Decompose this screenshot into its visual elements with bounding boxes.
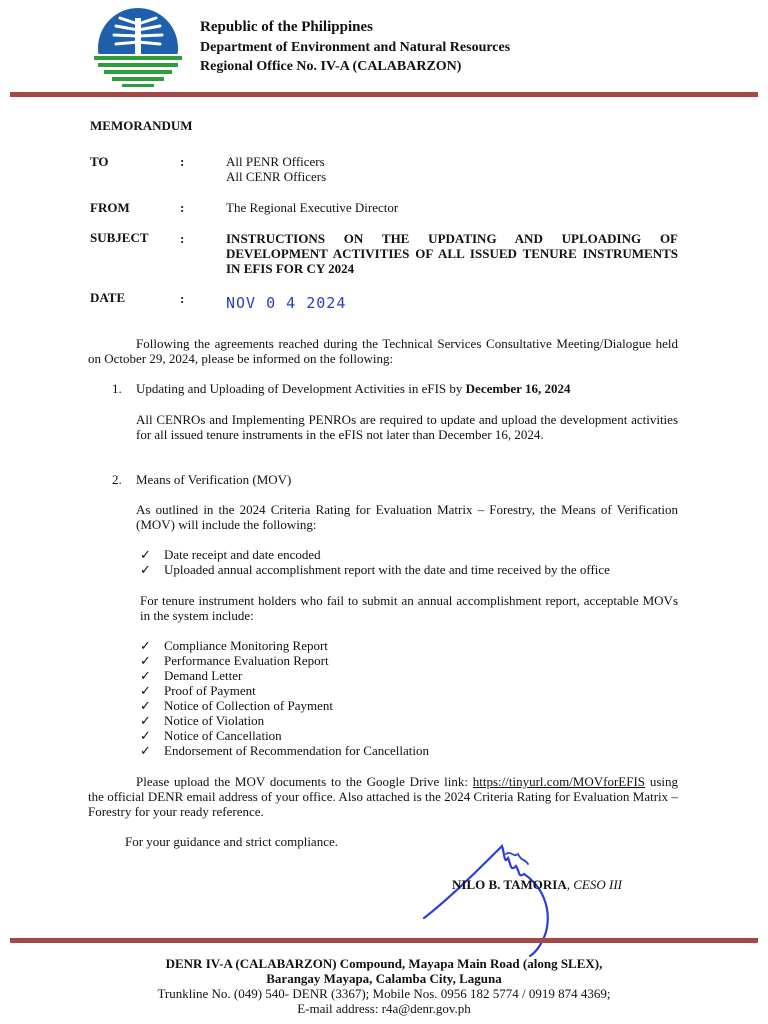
section-2-number: 2. [112,472,122,487]
mov-list-alternative [140,638,429,758]
to-colon: : [180,154,185,169]
section-2-text2: For tenure instrument holders who fail to submit an annual accomplishment report, acceptable MOVs in the system include: [140,593,678,623]
header-department: Department of Environment and Natural Resources [200,40,511,55]
date-label: DATE [90,290,126,305]
subject-value: INSTRUCTIONS ON THE UPDATING AND UPLOADING OF DEVELOPMENT ACTIVITIES OF ALL ISSUED TENURE INSTRUMENTS IN EFIS FOR CY 2024 [226,231,678,276]
footer-phone-line: Trunkline No. (049) 540- DENR (3367); Mobile Nos. 0956 182 5774 / 0919 874 4369; [157,986,611,1001]
check-icon: ✓ [140,713,151,728]
check-icon: ✓ [140,562,151,577]
date-colon: : [180,291,185,306]
subject-label: SUBJECT [90,230,149,245]
check-icon: ✓ [140,728,151,743]
section-2-text: As outlined in the 2024 Criteria Rating for Evaluation Matrix – Forestry, the Means of Verification (MOV) will include the following: [136,502,678,532]
from-colon: : [180,200,185,215]
list-item: ✓ Compliance Monitoring Report [140,638,328,653]
intro-paragraph: Following the agreements reached during the Technical Services Consultative Meeting/Dialogue held on October 29, 2024, please be informed on the following: [88,336,678,366]
check-icon: ✓ [140,698,151,713]
list-item: ✓ Proof of Payment [140,683,256,698]
mov-list-primary [140,547,610,577]
section-1-text: All CENROs and Implementing PENROs are required to update and upload the development activities for all issued tenure instruments in the eFIS not later than December 16, 2024. [136,412,678,442]
section-1-number: 1. [112,381,122,396]
to-line-penr: All PENR Officers [226,154,325,169]
check-icon: ✓ [140,547,151,562]
footer-address-line1: DENR IV-A (CALABARZON) Compound, Mayapa Main Road (along SLEX), [165,956,603,971]
mov-drive-link[interactable]: https://tinyurl.com/MOVforEFIS [472,774,646,789]
list-item: ✓ Demand Letter [140,668,243,683]
subject-colon: : [180,231,185,246]
footer-email-line: E-mail address: r4a@denr.gov.ph [297,1001,471,1016]
list-item: ✓ Notice of Violation [140,713,265,728]
memo-title: MEMORANDUM [90,118,193,133]
to-label: TO [90,154,109,169]
signatory-name: NILO B. TAMORIA, CESO III [452,877,622,892]
list-item: ✓ Notice of Collection of Payment [140,698,333,713]
from-label: FROM [90,200,130,215]
section-2-title: Means of Verification (MOV) [136,472,292,487]
to-line-cenr: All CENR Officers [226,169,327,184]
list-item: ✓ Date receipt and date encoded [140,547,321,562]
upload-paragraph: Please upload the MOV documents to the Google Drive link: https://tinyurl.com/MOVforEFIS using the official DENR email address of your office. Also attached is the 2024 Criteria Rating for Evaluation Matrix – Forestry for your ready reference. [88,774,679,819]
from-value: The Regional Executive Director [226,200,399,215]
list-item: ✓ Notice of Cancellation [140,728,282,743]
check-icon: ✓ [140,743,151,758]
header-divider [10,92,758,97]
check-icon: ✓ [140,638,151,653]
list-item: ✓ Uploaded annual accomplishment report with the date and time received by the office [140,562,610,577]
list-item: ✓ Performance Evaluation Report [140,653,329,668]
check-icon: ✓ [140,668,151,683]
footer-address-line2: Barangay Mayapa, Calamba City, Laguna [266,971,502,986]
denr-logo [92,8,184,90]
header-republic: Republic of the Philippines [200,19,373,35]
header-regional-office: Regional Office No. IV-A (CALABARZON) [200,59,462,74]
check-icon: ✓ [140,683,151,698]
closing-line: For your guidance and strict compliance. [125,834,338,849]
footer-divider [10,938,758,943]
section-1-title: Updating and Uploading of Development Activities in eFIS by December 16, 2024 [136,381,571,396]
date-stamp: NOV 0 4 2024 [226,294,347,312]
check-icon: ✓ [140,653,151,668]
list-item: ✓ Endorsement of Recommendation for Cancellation [140,743,429,758]
